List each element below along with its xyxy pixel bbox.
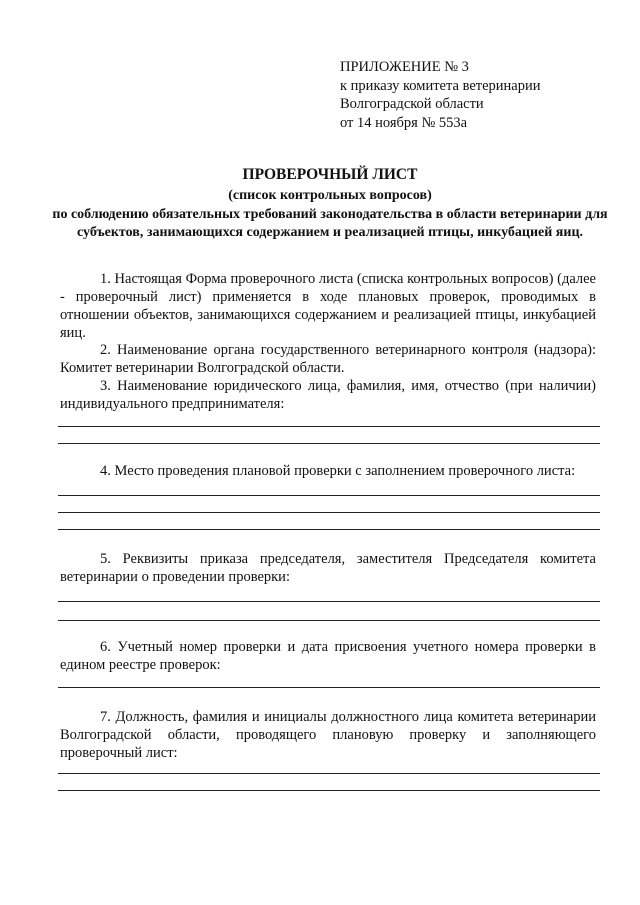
document-title: ПРОВЕРОЧНЫЙ ЛИСТ <box>242 166 418 183</box>
appendix-date: от 14 ноября № 553а <box>340 114 468 131</box>
fill-line[interactable] <box>58 443 600 444</box>
fill-line[interactable] <box>58 601 600 602</box>
fill-line[interactable] <box>58 620 600 621</box>
fill-line[interactable] <box>58 773 600 774</box>
document-header <box>40 164 620 242</box>
fill-line[interactable] <box>58 512 600 513</box>
fill-line[interactable] <box>58 426 600 427</box>
paragraph-3: 3. Наименование юридического лица, фамилия, имя, отчество (при наличии) индивидуального предпринимателя: <box>60 378 596 412</box>
fill-line[interactable] <box>58 687 600 688</box>
appendix-region: Волгоградской области <box>340 96 484 112</box>
appendix-order-ref: к приказу комитета ветеринарии <box>340 77 541 94</box>
paragraph-7: 7. Должность, фамилия и инициалы должностного лица комитета ветеринарии Волгоградской области, проводящего плановую проверку и заполняющего проверочный лист: <box>60 709 596 761</box>
paragraph-5: 5. Реквизиты приказа председателя, заместителя Председателя комитета ветеринарии о проведении проверки: <box>60 551 596 585</box>
appendix-number: ПРИЛОЖЕНИЕ № 3 <box>340 59 469 75</box>
appendix-block <box>340 58 541 132</box>
fill-line[interactable] <box>58 529 600 530</box>
paragraph-1: 1. Настоящая Форма проверочного листа (списка контрольных вопросов) (далее - проверочный лист) применяется в ходе плановых проверок, проводимых в отношении объектов, занимающихся содержанием и реализацией птицы, инкубацией яиц. <box>60 271 596 341</box>
fill-line[interactable] <box>58 790 600 791</box>
document-subtitle: (список контрольных вопросов) <box>228 188 432 203</box>
fill-line[interactable] <box>58 495 600 496</box>
paragraph-6: 6. Учетный номер проверки и дата присвоения учетного номера проверки в едином реестре проверок: <box>60 639 596 673</box>
document-description: по соблюдению обязательных требований законодательства в области ветеринарии для субъектов, занимающихся содержанием и реализацией птицы, инкубацией яиц. <box>52 207 608 240</box>
paragraph-2: 2. Наименование органа государственного ветеринарного контроля (надзора): Комитет ветеринарии Волгоградской области. <box>60 342 596 376</box>
paragraph-4: 4. Место проведения плановой проверки с заполнением проверочного листа: <box>100 463 576 479</box>
